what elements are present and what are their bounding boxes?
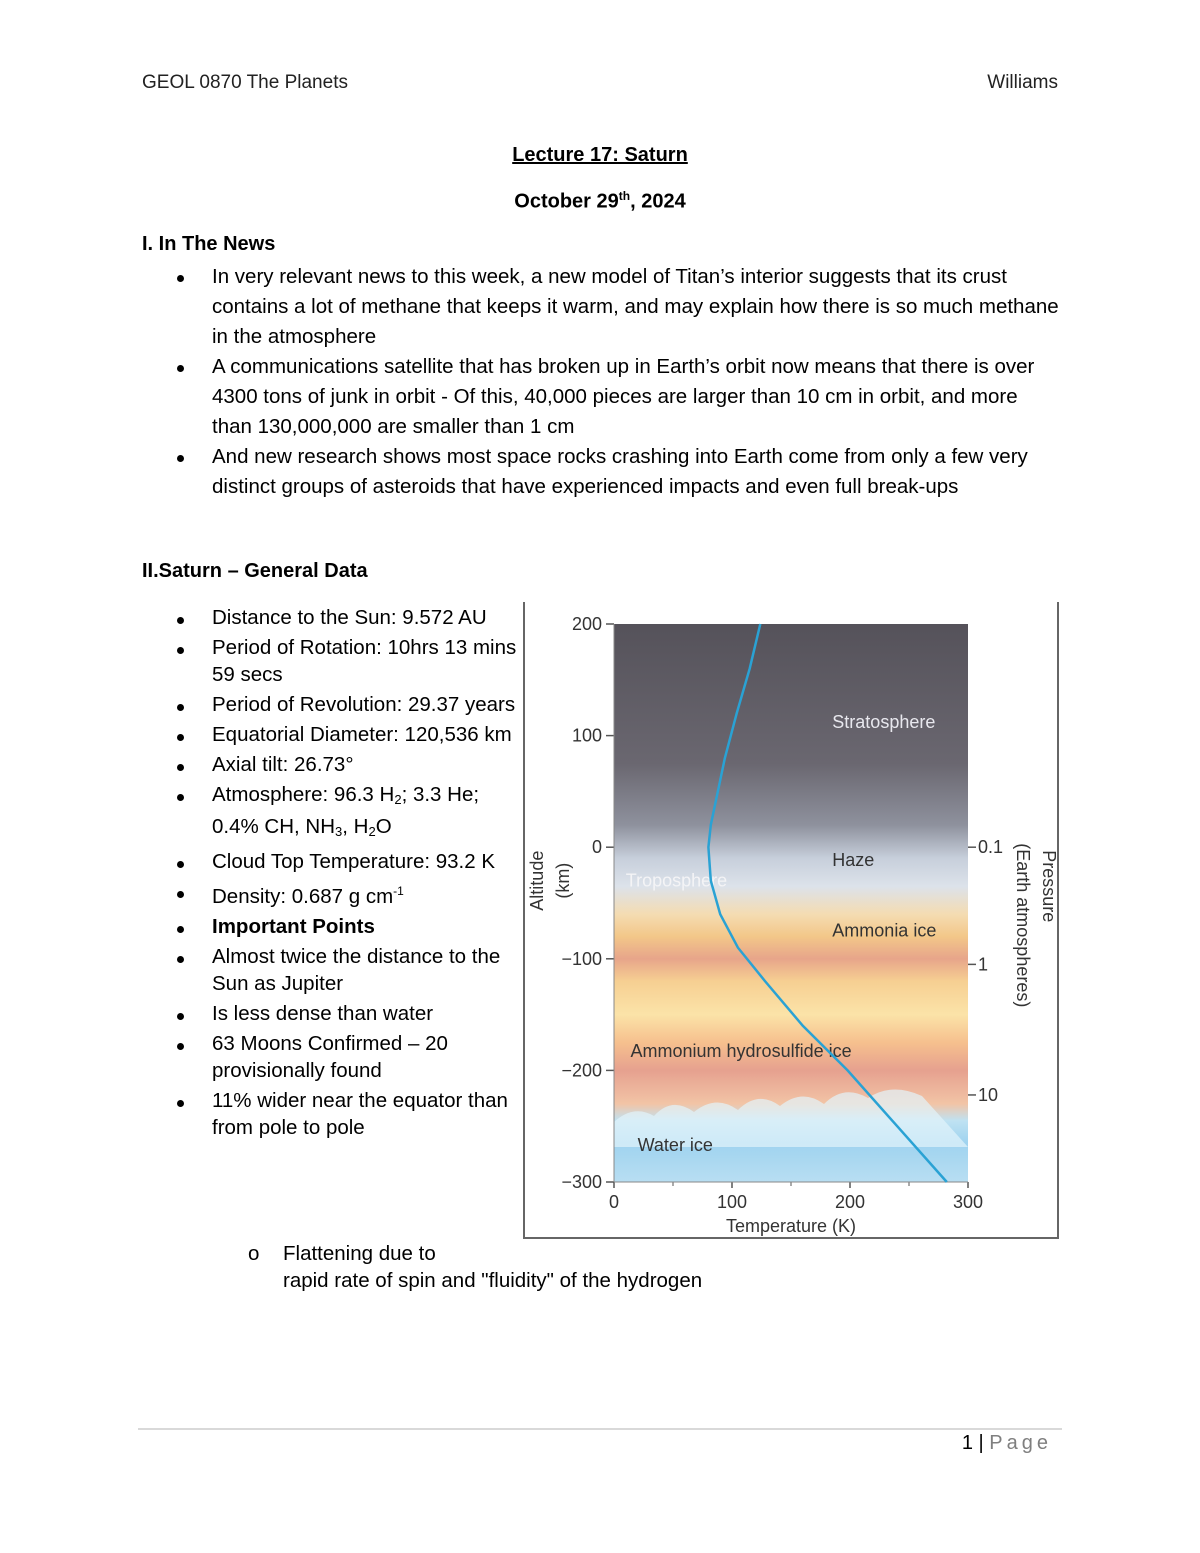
pressure-tick-label: 1 <box>978 954 989 975</box>
fact-item-atmosphere <box>142 781 517 845</box>
atm-text: , H <box>342 815 369 838</box>
density-text: Density: 0.687 g cm <box>212 884 394 908</box>
y-axis-label: Altitude <box>527 850 547 911</box>
y-tick-label: 100 <box>571 725 602 746</box>
page-separator: | <box>972 1432 990 1454</box>
x-tick-label: 200 <box>834 1192 866 1212</box>
atm-text: ; 3.3 He; 0.4% CH, NH <box>212 783 480 838</box>
fact-item: Cloud Top Temperature: 93.2 K <box>142 848 517 875</box>
fact-item-density <box>142 878 517 910</box>
lecture-date <box>0 189 1200 214</box>
x-tick-label: 300 <box>952 1192 984 1212</box>
page-word: Page <box>989 1432 1052 1454</box>
point-item: 63 Moons Confirmed – 20 provisionally found <box>142 1030 517 1084</box>
point-item: Almost twice the distance to the Sun as Jupiter <box>142 943 517 997</box>
sub-point-line2: rapid rate of spin and "fluidity" of the hydrogen <box>283 1269 703 1292</box>
atm-text: O <box>375 815 392 838</box>
atm-sub: 3 <box>335 824 343 839</box>
sub-bullet: o <box>248 1242 260 1265</box>
x-tick-label: 100 <box>716 1192 748 1212</box>
news-heading: I. In The News <box>142 233 276 255</box>
footer-divider <box>138 1428 1062 1430</box>
fact-item: Period of Revolution: 29.37 years <box>142 691 517 718</box>
facts-list <box>142 604 517 1144</box>
sub-point-line1: Flattening due to <box>283 1242 436 1265</box>
fact-item: Period of Rotation: 10hrs 13 mins 59 secs <box>142 634 517 688</box>
layer-label-ammonium: Ammonium hydrosulfide ice <box>630 1041 852 1062</box>
page-footer <box>962 1432 1052 1455</box>
atmosphere-chart <box>523 602 1059 1239</box>
page-number: 1 <box>961 1432 973 1454</box>
header-author: Williams <box>987 72 1058 93</box>
header-course: GEOL 0870 The Planets <box>142 72 348 93</box>
y-tick-label: −300 <box>561 1172 602 1192</box>
news-item: In very relevant news to this week, a new model of Titan’s interior suggests that its crust contains a lot of methane that keeps it warm, and may explain how there is so much methane in the atmosphere <box>142 262 1062 352</box>
layer-label-ammonia: Ammonia ice <box>832 920 937 941</box>
fact-item-important: Important Points <box>142 913 517 940</box>
date-prefix: October 29 <box>514 190 619 213</box>
x-tick-label: 0 <box>608 1192 620 1212</box>
chart-frame-line <box>523 602 525 1239</box>
fact-item: Axial tilt: 26.73° <box>142 751 517 778</box>
news-item: A communications satellite that has broken up in Earth’s orbit now means that there is over 4300 tons of junk in orbit - Of this, 40,000 pieces are larger than 10 cm in orbit, and more than 130,000,000 are smaller than 1 cm <box>142 352 1062 442</box>
right-axis-label-unit: (Earth atmospheres) <box>1013 843 1033 1008</box>
layer-label-haze: Haze <box>832 850 875 871</box>
date-sup: th <box>618 189 631 203</box>
y-tick-label: 200 <box>571 614 602 634</box>
atm-sub: 2 <box>394 792 402 807</box>
atm-sub: 2 <box>368 824 376 839</box>
chart-frame-line <box>523 1237 1059 1239</box>
pressure-tick-label: 10 <box>978 1084 999 1105</box>
point-item: 11% wider near the equator than from pole to pole <box>142 1087 517 1141</box>
fact-item: Distance to the Sun: 9.572 AU <box>142 604 517 631</box>
layer-label-troposphere: Troposphere <box>625 870 728 891</box>
layer-label-water: Water ice <box>637 1134 713 1155</box>
atm-text: Atmosphere: 96.3 H <box>212 783 395 806</box>
right-axis-label: Pressure <box>1039 850 1059 923</box>
y-tick-label: 0 <box>591 837 602 858</box>
date-suffix: , 2024 <box>630 190 686 213</box>
news-list <box>142 262 1062 502</box>
news-item: And new research shows most space rocks crashing into Earth come from only a few very distinct groups of asteroids that have experienced impacts and even full break-ups <box>142 442 1062 502</box>
fact-item: Equatorial Diameter: 120,536 km <box>142 721 517 748</box>
general-data-heading: II.Saturn – General Data <box>142 560 368 582</box>
density-sup: -1 <box>393 884 404 898</box>
y-axis-label-unit: (km) <box>553 862 573 899</box>
point-item: Is less dense than water <box>142 1000 517 1027</box>
layer-label-stratosphere: Stratosphere <box>832 711 936 732</box>
y-tick-label: −200 <box>561 1060 602 1081</box>
pressure-tick-label: 0.1 <box>978 837 1004 858</box>
y-tick-label: −100 <box>561 948 602 969</box>
x-axis-label: Temperature (K) <box>725 1216 857 1236</box>
lecture-title: Lecture 17: Saturn <box>512 144 688 166</box>
